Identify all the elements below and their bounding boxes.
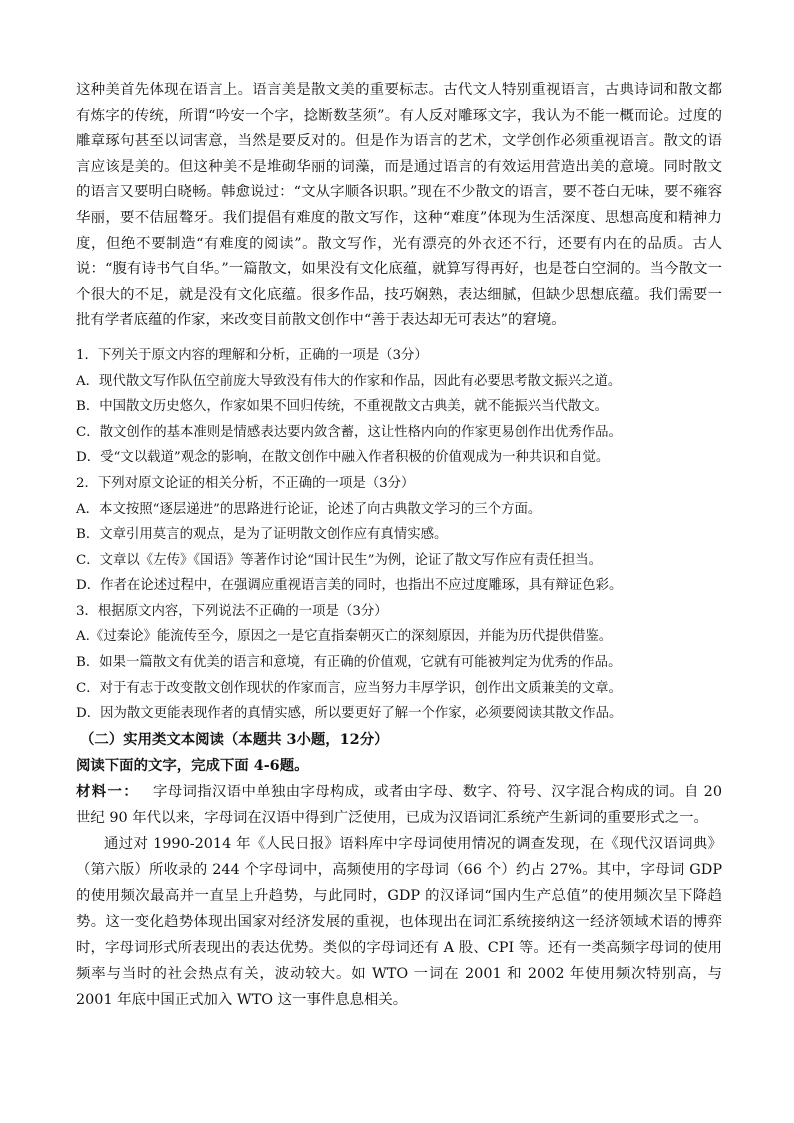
material-label: 材料一：: [76, 782, 139, 800]
option-c: C．文章以《左传》《国语》等著作讨论“国计民生”为例，论证了散文写作应有责任担当。: [76, 552, 603, 568]
material-text: 字母词指汉语中单独由字母构成，或者由字母、数字、符号、汉字混合构成的词。自 20 世纪 90 年代以来，字母词在汉语中得到广泛使用，已成为汉语词汇系统产生新词的重要形式之一。: [76, 783, 722, 826]
question-block: [76, 343, 722, 727]
option-c: C．对于有志于改变散文创作现状的作家而言，应当努力丰厚学识，创作出文质兼美的文章。: [76, 680, 622, 696]
question-stem: 3．根据原文内容，下列说法不正确的一项是（3分）: [76, 603, 388, 619]
question-stem: 1．下列关于原文内容的理解和分析，正确的一项是（3分）: [76, 347, 428, 363]
option-c: C．散文创作的基本准则是情感表达要内敛含蓄，这让性格内向的作家更易创作出优秀作品。: [76, 424, 622, 440]
reading-instruction: 阅读下面的文字，完成下面 4-6题。: [76, 756, 309, 774]
material-paragraph: [76, 779, 722, 831]
option-b: B．中国散文历史悠久，作家如果不回归传统，不重视散文古典美，就不能振兴当代散文。: [76, 399, 609, 415]
option-b: B．文章引用莫言的观点，是为了证明散文创作应有真情实感。: [76, 527, 448, 543]
option-b: B．如果一篇散文有优美的语言和意境，有正确的价值观，它就有可能被判定为优秀的作品。: [76, 655, 622, 671]
option-a: A.《过秦论》能流传至今，原因之一是它直指秦朝灭亡的深刻原因，并能为历代提供借鉴。: [76, 629, 613, 645]
material-paragraph-2: 通过对 1990-2014 年《人民日报》语料库中字母词使用情况的调查发现，在《现代汉语词典》（第六版）所收录的 244 个字母词中，高频使用的字母词（66 个）约占 27%。其中，字母词 GDP 的使用频次最高并一直呈上升趋势，与此同时，GDP 的汉译词“国内生产总值”的使用频次呈下降趋势。这一变化趋势体现出国家对经济发展的重视，也体现出在词汇系统接纳这一经济领域术语的博弈时，字母词形式所表现出的表达优势。类似的字母词还有 A 股、CPI 等。还有一类高频字母词的使用频率与当时的社会热点有关，波动较大。如 WTO 一词在 2001 和 2002 年使用频次特别高，与 2001 年底中国正式加入 WTO 这一事件息息相关。: [76, 835, 722, 1008]
document-page: [76, 78, 722, 1013]
option-d: D．因为散文更能表现作者的真情实感，所以要更好了解一个作家，必须要阅读其散文作品。: [76, 706, 623, 722]
option-a: A．本文按照“逐层递进”的思路进行论证，论述了向古典散文学习的三个方面。: [76, 501, 542, 517]
question-stem: 2．下列对原文论证的相关分析，不正确的一项是（3分）: [76, 475, 415, 491]
intro-paragraph: 这种美首先体现在语言上。语言美是散文美的重要标志。古代文人特别重视语言，古典诗词和散文都有炼字的传统，所谓“吟安一个字，捻断数茎须”。有人反对雕琢文字，我认为不能一概而论。过度的雕章琢句甚至以词害意，当然是要反对的。但是作为语言的艺术，文学创作必须重视语言。散文的语言应该是美的。但这种美不是堆砌华丽的词藻，而是通过语言的有效运用营造出美的意境。同时散文的语言又要明白晓畅。韩愈说过：“文从字顺各识职。”现在不少散文的语言，要不苍白无味，要不雍容华丽，要不佶屈聱牙。我们提倡有难度的散文写作，这种“难度”体现为生活深度、思想高度和精神力度，但绝不要制造“有难度的阅读”。散文写作，光有漂亮的外衣还不行，还要有内在的品质。古人说：“腹有诗书气自华。”一篇散文，如果没有文化底蕴，就算写得再好，也是苍白空洞的。当今散文一个很大的不足，就是没有文化底蕴。很多作品，技巧娴熟，表达细腻，但缺少思想底蕴。我们需要一批有学者底蕴的作家，来改变目前散文创作中“善于表达却无可表达”的窘境。: [76, 82, 722, 329]
section-heading: （二）实用类文本阅读（本题共 3小题，12分）: [80, 730, 389, 748]
option-d: D．作者在论述过程中，在强调应重视语言美的同时，也指出不应过度雕琢，具有辩证色彩。: [76, 578, 623, 594]
option-a: A．现代散文写作队伍空前庞大导致没有伟大的作家和作品，因此有必要思考散文振兴之道。: [76, 373, 622, 389]
option-d: D．受“文以载道”观念的影响，在散文创作中融入作者积极的价值观成为一种共识和自觉。: [76, 450, 610, 466]
